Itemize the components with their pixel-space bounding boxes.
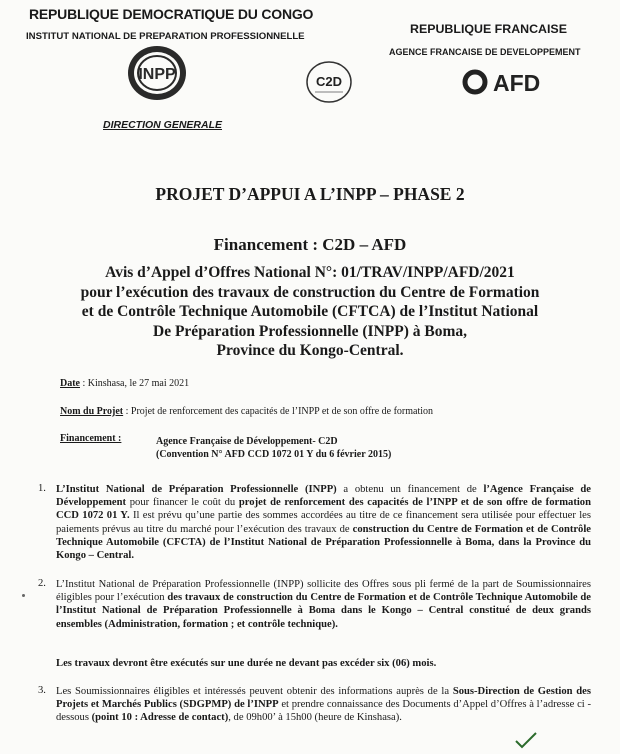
date-value: : Kinshasa, le 27 mai 2021 (80, 378, 190, 389)
financing-line-2: (Convention N° AFD CCD 1072 01 Y du 6 février 2015) (156, 449, 392, 460)
project-name-line (60, 406, 433, 417)
afd-logo (461, 64, 561, 100)
project-name-value: : Projet de renforcement des capacités de l’INPP et de son offre de formation (123, 406, 434, 417)
svg-text:C2D: C2D (315, 74, 343, 89)
paragraph-number: 3. (38, 685, 46, 696)
tender-notice-line: et de Contrôle Technique Automobile (CFTCA) de l’Institut National (81, 303, 539, 321)
header-right-country: REPUBLIQUE FRANCAISE (410, 22, 567, 36)
svg-text:AFD: AFD (493, 70, 541, 96)
p3-bold-b: Sous-Direction de Gestion des Projets et Marchés Publics (SDGPMP) de l’INPP (56, 686, 591, 711)
header-left-country: REPUBLIQUE DEMOCRATIQUE DU CONGO (29, 6, 314, 22)
p3-text-c: et prendre connaissance des Documents d’Appel d’Offres à l’adresse ci -dessous (56, 699, 591, 724)
direction-generale: DIRECTION GENERALE (103, 119, 223, 131)
svg-text:INPP: INPP (138, 66, 176, 83)
paragraph-1 (56, 483, 591, 562)
p2-bold-b: des travaux de construction du Centre de Formation et de Contrôle Technique Automobile de l’Institut National de Préparation Professionnelle à Boma dans le Kongo – Central constitué de deux grands ensembles (Administration, formation ; et contrôle technique). (56, 592, 591, 630)
p1-text-b: a obtenu un financement de (336, 484, 484, 495)
margin-mark (22, 594, 25, 597)
p1-bold-e: projet de renforcement des capacités de l’INPP et de son offre de formation CCD 1072 01 Y. (56, 497, 591, 522)
paragraph-number: 1. (38, 483, 46, 494)
date-line (60, 378, 189, 389)
p1-text-f: Il est prévu qu’une partie des sommes accordées au titre de ce financement sera utilisée pour effectuer les paiements prévus au titre du marché pour l’exécution des travaux de (56, 510, 591, 535)
financing-label: Financement : (60, 433, 122, 444)
p1-bold-c: l’Agence Française de Développement (56, 484, 592, 509)
tender-notice-line: De Préparation Professionnelle (INPP) à Boma, (153, 322, 467, 340)
project-title: PROJET D’APPUI A L’INPP – PHASE 2 (155, 184, 465, 204)
p2-bold-c: Les travaux devront être exécutés sur une durée ne devant pas excéder six (06) mois. (56, 658, 437, 669)
p3-text-e: , de 09h00’ à 15h00 (heure de Kinshasa). (228, 712, 402, 724)
paragraph-number: 2. (38, 578, 46, 589)
header-left-institute: INSTITUT NATIONAL DE PREPARATION PROFESSIONNELLE (26, 31, 305, 42)
paragraph-3 (56, 685, 591, 725)
date-label: Date (60, 378, 80, 389)
handwritten-tick-icon (513, 731, 539, 749)
p3-bold-d: (point 10 : Adresse de contact) (91, 712, 229, 724)
p2-text-a: L’Institut National de Préparation Professionnelle (INPP) sollicite des Offres sous pli fermé de la part de Soumissionnaires éligibles pour l’exécution (56, 579, 591, 604)
paragraph-2-duration (56, 657, 591, 670)
p3-text-a: Les Soumissionnaires éligibles et intéressés peuvent obtenir des informations auprès de la (56, 686, 453, 697)
paragraph-2 (56, 578, 591, 631)
financing-title: Financement : C2D – AFD (213, 235, 407, 254)
c2d-logo (305, 60, 353, 104)
project-name-label: Nom du Projet (60, 406, 124, 417)
p1-text-d: pour financer le coût du (126, 497, 239, 509)
tender-notice-title (0, 263, 620, 361)
inpp-logo (126, 44, 188, 102)
p1-bold-g: construction du Centre de Formation et de Contrôle Technique Automobile (CFCTA) de l’Institut National de Préparation Professionnelle à Boma, dans la Province du Kongo – Central. (56, 523, 592, 562)
tender-notice-line: Province du Kongo-Central. (216, 342, 404, 360)
financing-line-1: Agence Française de Développement- C2D (156, 436, 338, 447)
p1-bold-a: L’Institut National de Préparation Professionnelle (INPP) (56, 484, 337, 495)
header-right-agency: AGENCE FRANCAISE DE DEVELOPPEMENT (389, 47, 581, 57)
tender-notice-line: pour l’exécution des travaux de construction du Centre de Formation (80, 283, 540, 301)
tender-notice-line: Avis d’Appel d’Offres National N°: 01/TRAV/INPP/AFD/2021 (105, 264, 515, 281)
